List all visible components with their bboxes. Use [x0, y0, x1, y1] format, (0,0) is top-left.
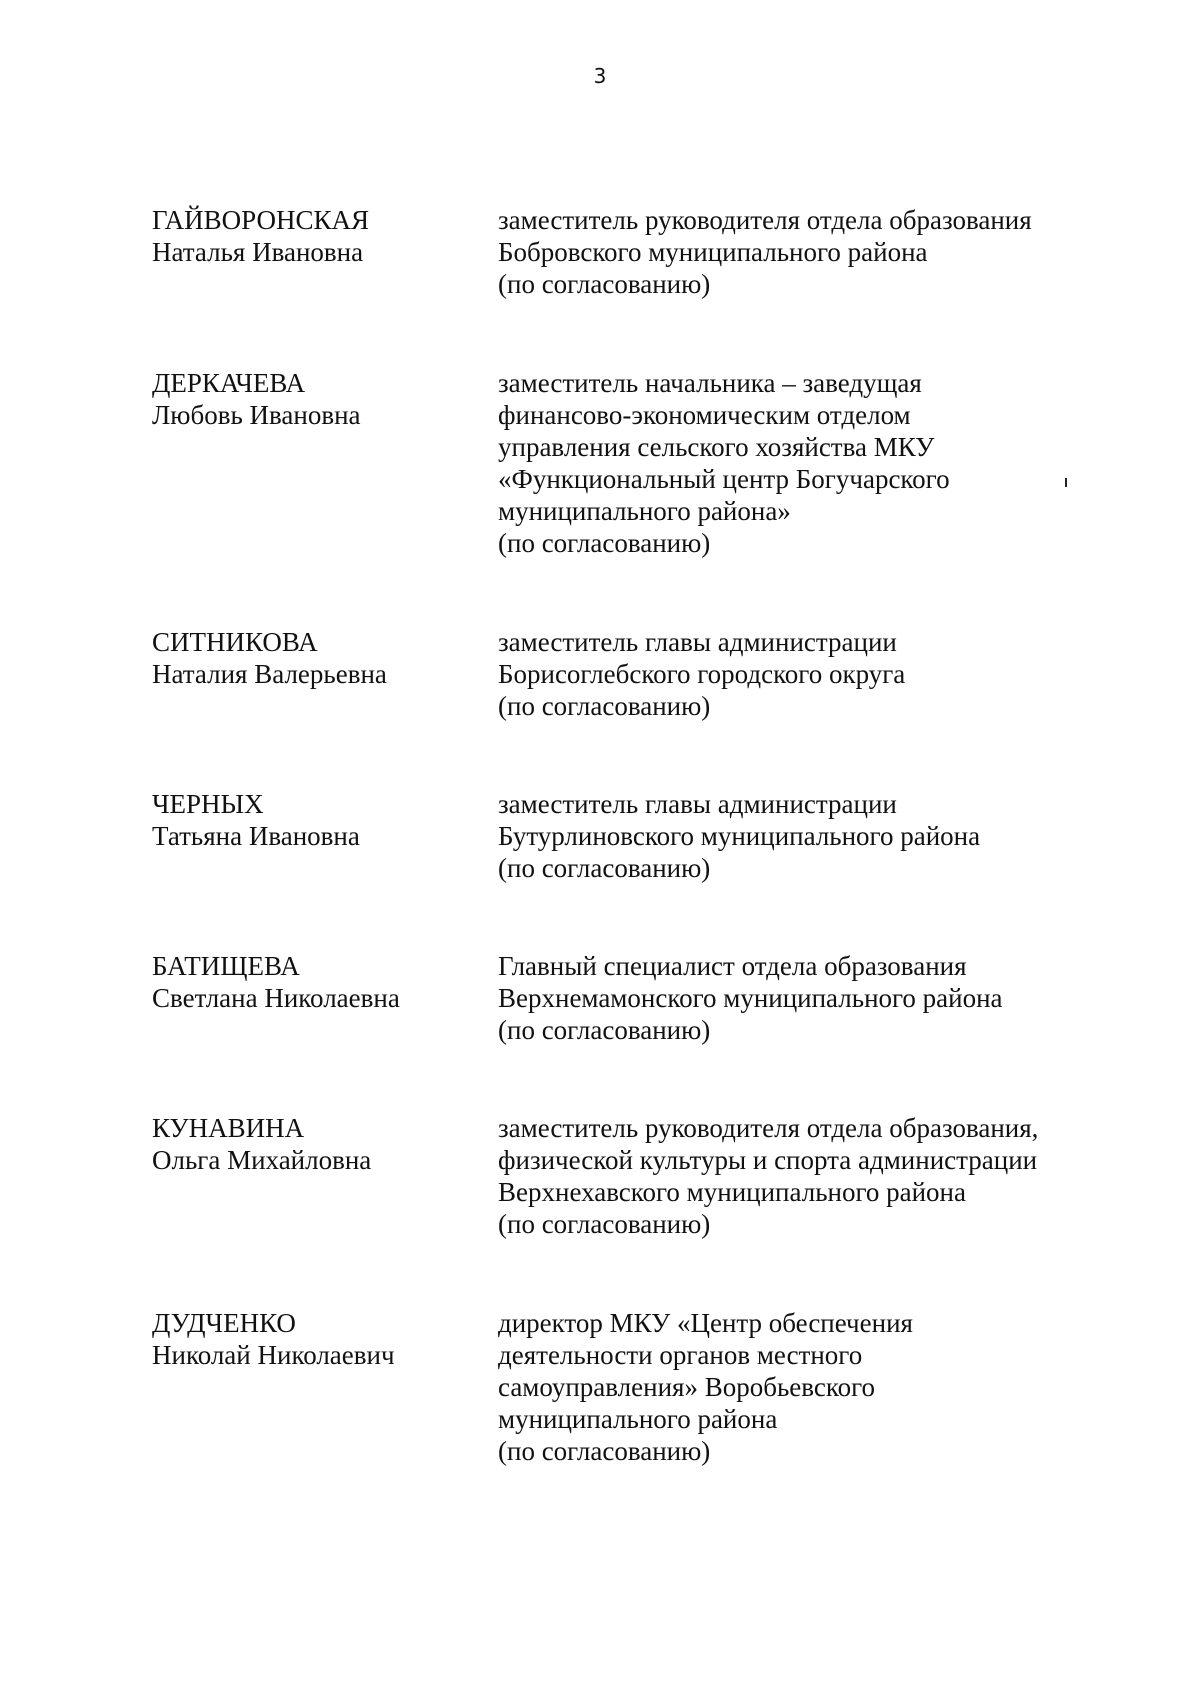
- member-name: [152, 204, 472, 268]
- position-line: заместитель начальника – заведущая: [498, 368, 922, 398]
- position-line: (по согласованию): [498, 528, 711, 558]
- member-surname: ДУДЧЕНКО: [152, 1308, 296, 1338]
- member-given-name: Светлана Николаевна: [152, 983, 400, 1013]
- position-line: Главный специалист отдела образования: [498, 951, 967, 981]
- position-line: Бобровского муниципального района: [498, 237, 928, 267]
- page-number: 3: [593, 64, 607, 88]
- member-surname: ЧЕРНЫХ: [152, 789, 264, 819]
- member-position: [498, 367, 1188, 559]
- member-position: [498, 626, 1188, 722]
- position-line: (по согласованию): [498, 691, 711, 721]
- member-given-name: Наталия Валерьевна: [152, 659, 387, 689]
- position-line: муниципального района»: [498, 496, 791, 526]
- member-name: [152, 1307, 472, 1371]
- member-surname: БАТИЩЕВА: [152, 951, 300, 981]
- position-line: финансово-экономическим отделом: [498, 400, 911, 430]
- position-line: (по согласованию): [498, 1209, 711, 1239]
- member-name: [152, 367, 472, 431]
- member-given-name: Наталья Ивановна: [152, 237, 364, 267]
- member-name: [152, 950, 472, 1014]
- position-line: самоуправления» Воробьевского: [498, 1372, 875, 1402]
- position-line: (по согласованию): [498, 853, 711, 883]
- position-line: Бутурлиновского муниципального района: [498, 821, 981, 851]
- position-line: Борисоглебского городского округа: [498, 659, 906, 689]
- member-name: [152, 626, 472, 690]
- position-line: деятельности органов местного: [498, 1340, 863, 1370]
- position-line: (по согласованию): [498, 269, 711, 299]
- member-given-name: Ольга Михайловна: [152, 1145, 372, 1175]
- member-surname: КУНАВИНА: [152, 1113, 305, 1143]
- member-name: [152, 788, 472, 852]
- member-surname: ГАЙВОРОНСКАЯ: [152, 205, 370, 235]
- position-line: заместитель главы администрации: [498, 627, 897, 657]
- member-position: [498, 950, 1188, 1046]
- position-line: Верхнехавского муниципального района: [498, 1177, 966, 1207]
- member-given-name: Татьяна Ивановна: [152, 821, 360, 851]
- member-position: [498, 204, 1188, 300]
- position-line: (по согласованию): [498, 1436, 711, 1466]
- member-position: [498, 1112, 1188, 1240]
- position-line: директор МКУ «Центр обеспечения: [498, 1308, 913, 1338]
- position-line: заместитель руководителя отдела образования,: [498, 1113, 1039, 1143]
- position-line: управления сельского хозяйства МКУ: [498, 432, 935, 462]
- position-line: Верхнемамонского муниципального района: [498, 983, 1003, 1013]
- member-surname: СИТНИКОВА: [152, 627, 318, 657]
- position-line: заместитель главы администрации: [498, 789, 897, 819]
- position-line: (по согласованию): [498, 1015, 711, 1045]
- member-position: [498, 1307, 1188, 1467]
- member-name: [152, 1112, 472, 1176]
- member-given-name: Любовь Ивановна: [152, 400, 361, 430]
- position-line: физической культуры и спорта администрации: [498, 1145, 1038, 1175]
- member-given-name: Николай Николаевич: [152, 1340, 395, 1370]
- position-line: муниципального района: [498, 1404, 778, 1434]
- member-position: [498, 788, 1188, 884]
- member-surname: ДЕРКАЧЕВА: [152, 368, 306, 398]
- position-line: заместитель руководителя отдела образования: [498, 205, 1032, 235]
- scan-mark: [1065, 478, 1067, 487]
- position-line: «Функциональный центр Богучарского: [498, 464, 950, 494]
